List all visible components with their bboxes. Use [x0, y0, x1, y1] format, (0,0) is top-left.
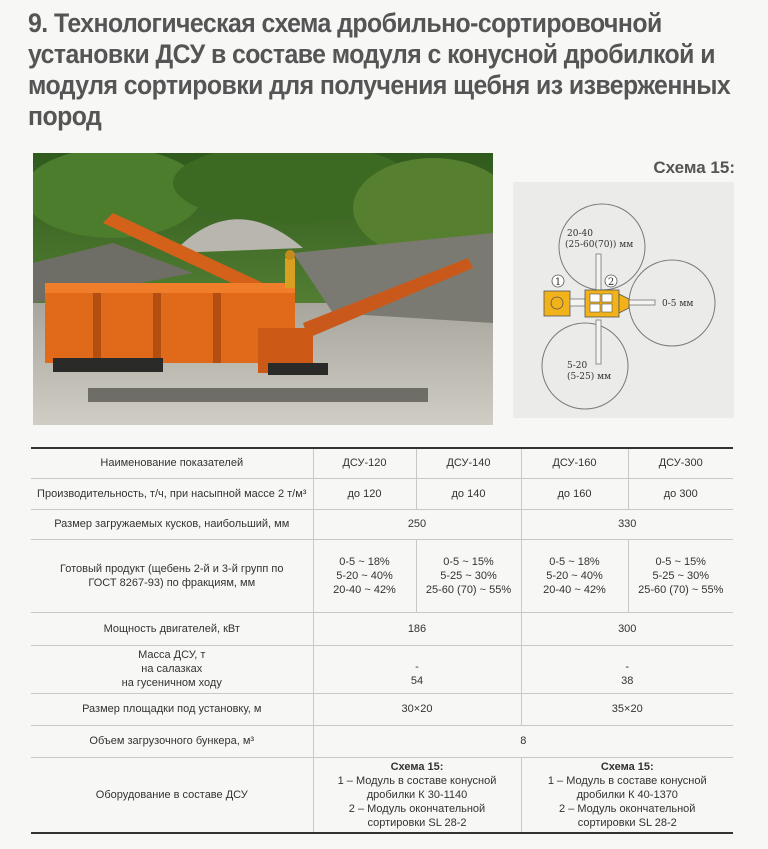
row-label: Готовый продукт (щебень 2-й и 3-й групп по ГОСТ 8267-93) по фракциям, мм — [31, 539, 313, 612]
header-model-cell: ДСУ-120 — [313, 448, 416, 478]
table-row — [31, 509, 733, 539]
equipment-line: Схема 15: — [600, 760, 654, 773]
fraction-cell — [521, 539, 628, 612]
right-fraction-label: 0-5 мм — [662, 299, 694, 309]
fraction-line: 0-5 ~ 15% — [443, 555, 494, 568]
table-row — [31, 757, 733, 833]
page-title: 9. Технологическая схема дробильно-сортировочной установки ДСУ в составе модуля с конусной дробилкой и модуля сортировки для получения щебня из изверженных пород — [28, 8, 731, 131]
equipment-line: 1 – Модуль в составе конусной — [547, 774, 707, 787]
table-row — [31, 539, 733, 612]
row-label: Размер площадки под установку, м — [31, 693, 313, 725]
module-2-number: 2 — [607, 277, 615, 288]
specs-table — [31, 447, 733, 834]
value-cell: 30×20 — [313, 693, 521, 725]
crusher-photo — [33, 153, 493, 425]
header-name-cell: Наименование показателей — [31, 448, 313, 478]
equipment-line: дробилки К 40-1370 — [576, 788, 678, 801]
equipment-line: дробилки К 30-1140 — [366, 788, 468, 801]
value-cell: до 160 — [521, 478, 628, 509]
mass-label-line: Масса ДСУ, т — [138, 649, 206, 661]
scheme-label: Схема 15: — [653, 158, 735, 177]
fraction-line: 25-60 (70) ~ 55% — [638, 583, 724, 596]
fraction-line: 20-40 ~ 42% — [333, 583, 396, 596]
row-label: Мощность двигателей, кВт — [31, 612, 313, 645]
equipment-line: сортировки SL 28-2 — [577, 816, 677, 829]
table-row — [31, 645, 733, 693]
fraction-cell — [628, 539, 733, 612]
value-cell: до 140 — [416, 478, 521, 509]
equipment-line: 2 – Модуль окончательной — [559, 802, 696, 815]
row-label: Объем загрузочного бункера, м³ — [31, 725, 313, 757]
value-cell: 300 — [521, 612, 733, 645]
scheme-15-drawing — [513, 182, 734, 418]
equipment-line: сортировки SL 28-2 — [367, 816, 467, 829]
row-label: Производительность, т/ч, при насыпной массе 2 т/м³ — [31, 478, 313, 509]
value-cell: 330 — [521, 509, 733, 539]
crusher-photo-illustration — [33, 153, 493, 425]
mass-cell — [521, 645, 733, 693]
row-label: Оборудование в составе ДСУ — [31, 757, 313, 833]
header-model-cell: ДСУ-140 — [416, 448, 521, 478]
top-fraction-label-2: (25-60(70)) мм — [565, 240, 634, 250]
bottom-fraction-label-1: 5-20 — [567, 361, 588, 371]
fraction-line: 0-5 ~ 18% — [339, 555, 390, 568]
value-cell: до 300 — [628, 478, 733, 509]
table-row — [31, 612, 733, 645]
table-row — [31, 725, 733, 757]
fraction-line: 5-25 ~ 30% — [652, 569, 710, 582]
fraction-line: 20-40 ~ 42% — [543, 583, 606, 596]
equipment-line: Схема 15: — [390, 760, 444, 773]
fraction-line: 0-5 ~ 18% — [549, 555, 600, 568]
table-row — [31, 478, 733, 509]
fraction-line: 0-5 ~ 15% — [655, 555, 706, 568]
mass-cell — [313, 645, 521, 693]
fraction-line: 5-20 ~ 40% — [336, 569, 393, 582]
value-cell: 250 — [313, 509, 521, 539]
fraction-cell — [313, 539, 416, 612]
fraction-cell — [416, 539, 521, 612]
mass-tracks-value: 54 — [410, 675, 424, 687]
row-label: Размер загружаемых кусков, наибольший, мм — [31, 509, 313, 539]
top-fraction-label-1: 20-40 — [567, 229, 593, 239]
equipment-line: 2 – Модуль окончательной — [348, 802, 486, 815]
header-model-cell: ДСУ-300 — [628, 448, 733, 478]
table-row — [31, 693, 733, 725]
mass-label-line: на салазках — [141, 663, 203, 675]
value-cell: 8 — [313, 725, 733, 757]
mass-label-line: на гусеничном ходу — [121, 677, 222, 689]
equipment-line: 1 – Модуль в составе конусной — [337, 774, 497, 787]
bottom-fraction-label-2: (5-25) мм — [567, 372, 612, 382]
table-header-row — [31, 448, 733, 478]
mass-skids-value: - — [625, 661, 630, 673]
scheme-diagram — [513, 182, 734, 418]
mass-tracks-value: 38 — [621, 675, 634, 687]
equipment-cell — [521, 757, 733, 833]
fraction-line: 25-60 (70) ~ 55% — [425, 583, 512, 596]
value-cell: 186 — [313, 612, 521, 645]
value-cell: 35×20 — [521, 693, 733, 725]
row-label — [31, 645, 313, 693]
header-model-cell: ДСУ-160 — [521, 448, 628, 478]
fraction-line: 5-20 ~ 40% — [546, 569, 603, 582]
equipment-cell — [313, 757, 521, 833]
value-cell: до 120 — [313, 478, 416, 509]
mass-skids-value: - — [415, 661, 419, 673]
module-1-number: 1 — [554, 277, 562, 288]
fraction-line: 5-25 ~ 30% — [440, 569, 497, 582]
